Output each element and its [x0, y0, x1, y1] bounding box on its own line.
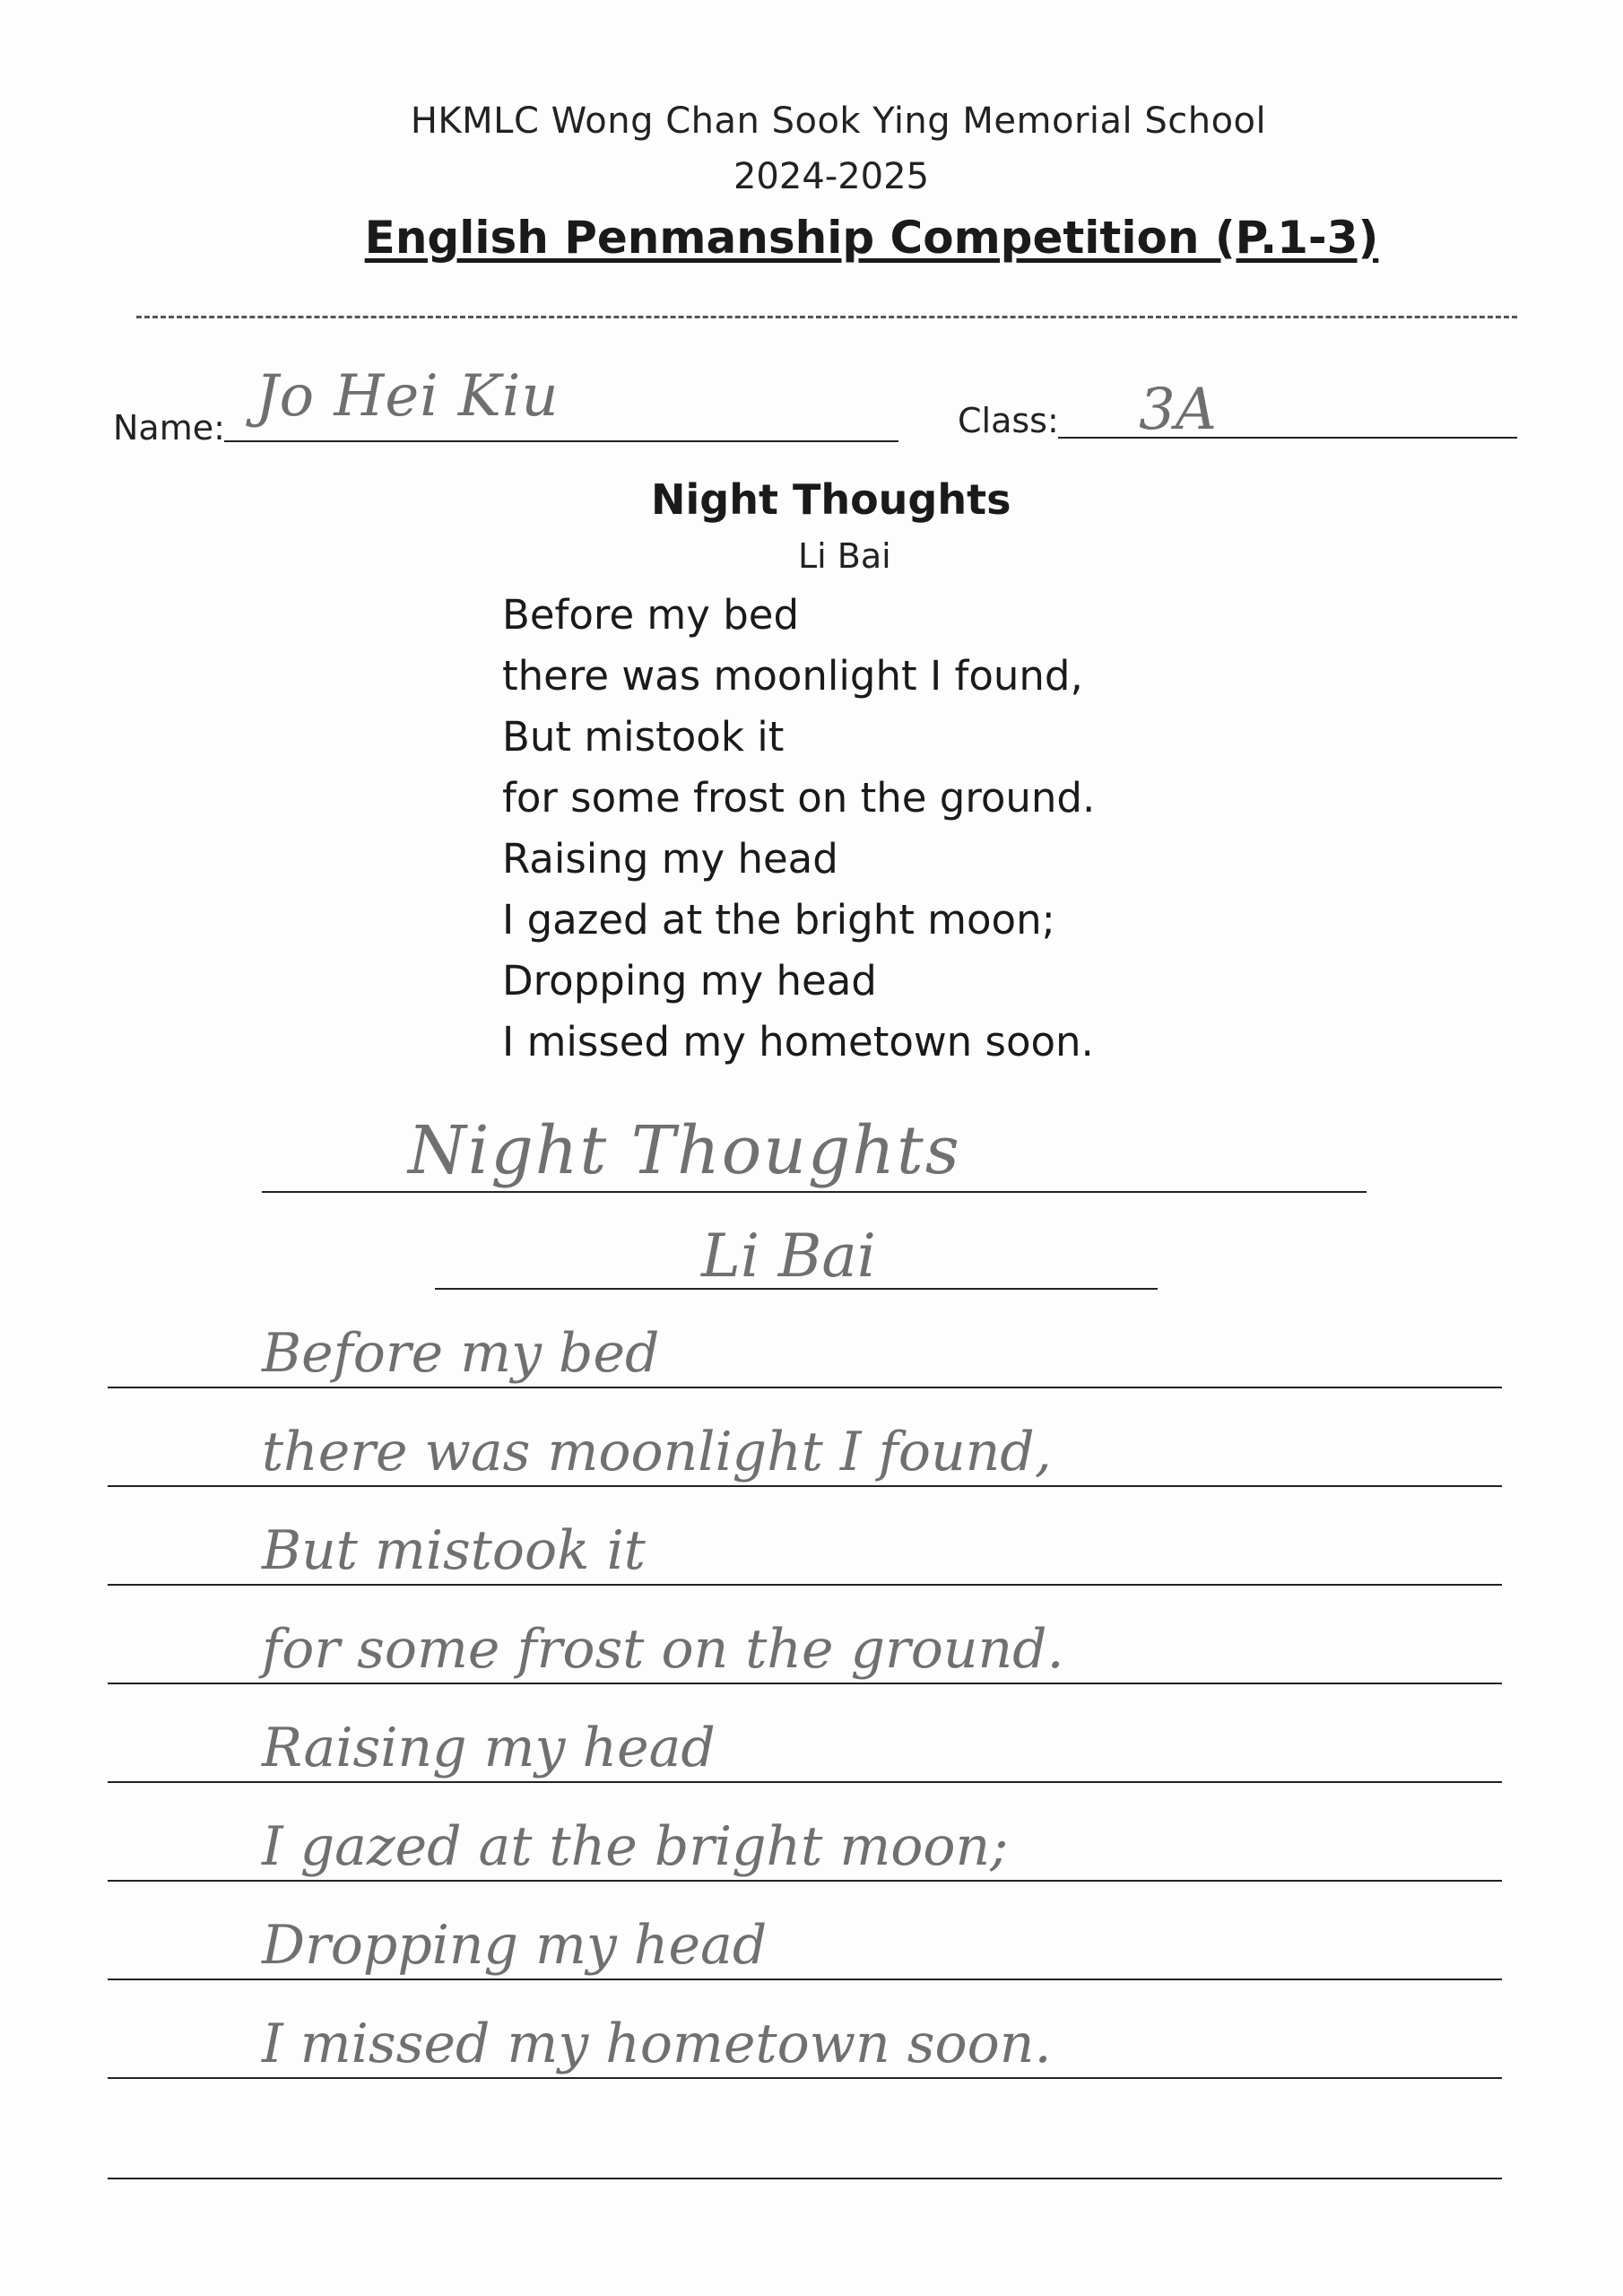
poem-line: I gazed at the bright moon;: [502, 896, 1055, 944]
name-field-line: [224, 440, 898, 442]
handwritten-author: Li Bai: [701, 1222, 876, 1291]
handwriting-title-line: [262, 1191, 1367, 1193]
poem-line: Before my bed: [502, 591, 800, 639]
handwriting-row: [0, 1487, 1623, 1586]
handwritten-line: I gazed at the bright moon;: [262, 1815, 1009, 1878]
school-name: HKMLC Wong Chan Sook Ying Memorial School: [410, 100, 1267, 142]
poem-line: there was moonlight I found,: [502, 652, 1083, 700]
school-year: 2024-2025: [733, 156, 930, 197]
handwriting-row: [0, 1586, 1623, 1684]
poem-title: Night Thoughts: [651, 475, 1011, 524]
handwriting-row: [0, 1388, 1623, 1487]
handwritten-line: But mistook it: [262, 1519, 646, 1582]
handwritten-line: Raising my head: [262, 1717, 716, 1779]
poem-line: I missed my hometown soon.: [502, 1018, 1094, 1065]
poem-line: for some frost on the ground.: [502, 774, 1096, 822]
poem-line: Raising my head: [502, 835, 838, 883]
poem-line: But mistook it: [502, 713, 785, 761]
name-label: Name:: [113, 408, 225, 448]
name-value: Jo Hei Kiu: [256, 363, 560, 430]
handwriting-row: [0, 1882, 1623, 1980]
handwritten-title: Night Thoughts: [408, 1112, 961, 1189]
handwritten-line: Dropping my head: [262, 1914, 768, 1977]
handwriting-row: [0, 1684, 1623, 1783]
handwritten-line: I missed my hometown soon.: [262, 2013, 1052, 2075]
handwritten-line: there was moonlight I found,: [262, 1421, 1052, 1483]
class-field-line: [1058, 437, 1517, 439]
class-value: 3A: [1139, 377, 1217, 443]
handwriting-rule: [108, 2077, 1502, 2079]
poem-lines: [502, 585, 1095, 1073]
competition-title: English Penmanship Competition (P.1-3): [364, 212, 1379, 264]
handwritten-line: Before my bed: [262, 1322, 660, 1385]
poem-author: Li Bai: [798, 536, 891, 576]
handwriting-row: [0, 1290, 1623, 1388]
class-label: Class:: [958, 401, 1059, 440]
handwritten-line: for some frost on the ground.: [262, 1618, 1064, 1681]
dashed-divider: [136, 316, 1517, 318]
handwriting-row: [0, 1783, 1623, 1882]
blank-handwriting-rule: [108, 2178, 1502, 2179]
poem-line: Dropping my head: [502, 957, 877, 1004]
handwriting-row: [0, 1980, 1623, 2079]
